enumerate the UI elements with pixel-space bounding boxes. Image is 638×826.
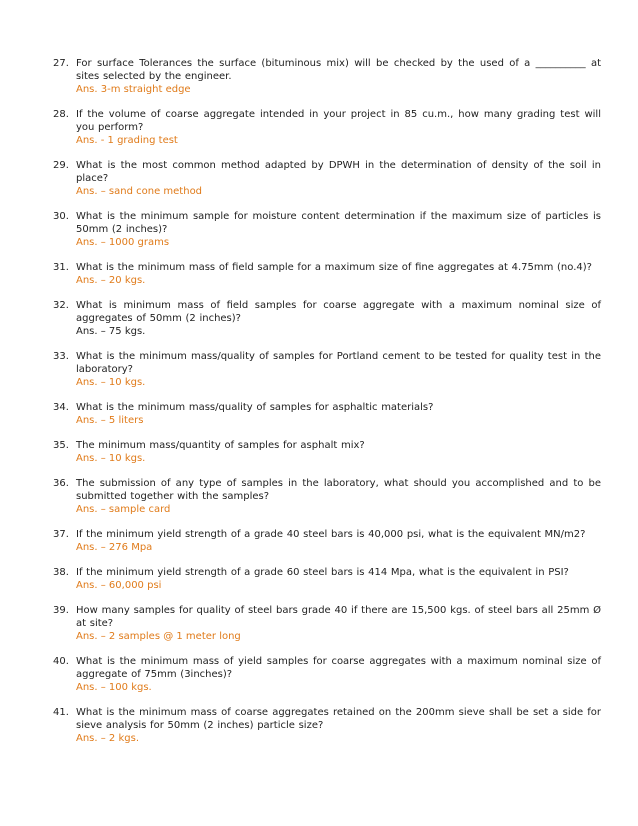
question-text: If the minimum yield strength of a grade 60 steel bars is 414 Mpa, what is the equivalent in PSI? [76,567,569,578]
question-text: The minimum mass/quantity of samples for asphalt mix? [76,440,365,451]
question-item [53,477,601,516]
question-number: 28. [53,109,69,120]
question-text: What is the minimum mass/quality of samples for Portland cement to be tested for quality test in the laboratory? [76,351,601,375]
answer-text: Ans. – 1000 grams [76,237,170,248]
question-text: What is the minimum mass of yield samples for coarse aggregates with a maximum nominal size of aggregate of 75mm (3inches)? [76,656,601,680]
question-text: If the minimum yield strength of a grade 40 steel bars is 40,000 psi, what is the equivalent MN/m2? [76,529,586,540]
question-number: 36. [53,478,69,489]
answer-text: Ans. - 1 grading test [76,135,178,146]
question-text: What is the most common method adapted by DPWH in the determination of density of the soil in place? [76,160,601,184]
question-item [53,401,601,427]
question-item [53,210,601,249]
question-number: 32. [53,300,69,311]
question-number: 31. [53,262,69,273]
question-number: 33. [53,351,69,362]
answer-text: Ans. – 276 Mpa [76,542,153,553]
answer-text: Ans. – 10 kgs. [76,377,146,388]
question-text: What is minimum mass of field samples for coarse aggregate with a maximum nominal size of aggregates of 50mm (2 inches)? [76,300,601,324]
question-item [53,655,601,694]
question-item [53,299,601,338]
question-number: 35. [53,440,69,451]
question-text: What is the minimum mass of coarse aggregates retained on the 200mm sieve shall be set a side for sieve analysis for 50mm (2 inches) particle size? [76,707,601,731]
answer-text: Ans. – 20 kgs. [76,275,146,286]
question-text: The submission of any type of samples in the laboratory, what should you accomplished and to be submitted together with the samples? [76,478,601,502]
question-item [53,439,601,465]
question-list [53,57,601,757]
question-number: 38. [53,567,69,578]
question-item [53,159,601,198]
question-item [53,57,601,96]
question-item [53,706,601,745]
answer-text: Ans. – 75 kgs. [76,326,146,337]
answer-text: Ans. – sand cone method [76,186,203,197]
question-number: 41. [53,707,69,718]
question-text: How many samples for quality of steel bars grade 40 if there are 15,500 kgs. of steel bars all 25mm Ø at site? [76,605,601,629]
answer-text: Ans. 3-m straight edge [76,84,191,95]
question-item [53,604,601,643]
question-number: 29. [53,160,69,171]
answer-text: Ans. – sample card [76,504,171,515]
question-number: 34. [53,402,69,413]
answer-text: Ans. – 2 samples @ 1 meter long [76,631,241,642]
answer-text: Ans. – 2 kgs. [76,733,139,744]
question-number: 27. [53,58,69,69]
question-item [53,350,601,389]
question-text: If the volume of coarse aggregate intended in your project in 85 cu.m., how many grading test will you perform? [76,109,601,133]
answer-text: Ans. – 10 kgs. [76,453,146,464]
question-number: 39. [53,605,69,616]
question-item [53,261,601,287]
question-item [53,566,601,592]
question-text: What is the minimum sample for moisture content determination if the maximum size of particles is 50mm (2 inches)? [76,211,601,235]
question-item [53,108,601,147]
question-item [53,528,601,554]
question-number: 37. [53,529,69,540]
question-text: For surface Tolerances the surface (bituminous mix) will be checked by the used of a __________ at sites selected by the engineer. [76,58,601,82]
question-text: What is the minimum mass of field sample for a maximum size of fine aggregates at 4.75mm (no.4)? [76,262,592,273]
question-text: What is the minimum mass/quality of samples for asphaltic materials? [76,402,434,413]
answer-text: Ans. – 5 liters [76,415,144,426]
question-number: 40. [53,656,69,667]
answer-text: Ans. – 60,000 psi [76,580,162,591]
answer-text: Ans. – 100 kgs. [76,682,152,693]
question-number: 30. [53,211,69,222]
